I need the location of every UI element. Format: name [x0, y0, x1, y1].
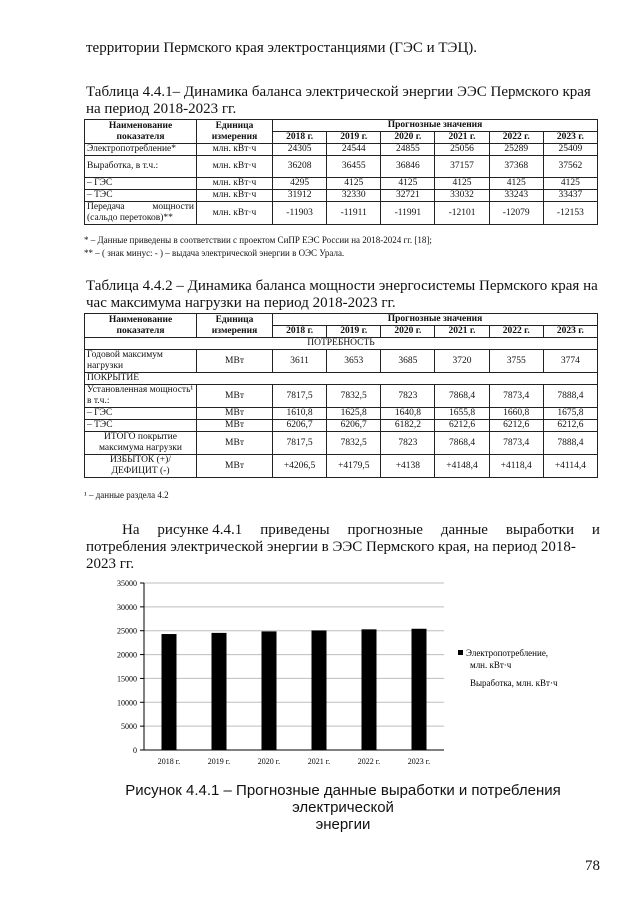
table-cell: 6212,6: [435, 420, 489, 432]
figure-caption: [86, 782, 600, 833]
table-cell: млн. кВт·ч: [197, 178, 273, 190]
table-row: [85, 178, 598, 190]
table-row: [85, 350, 598, 373]
table-cell: 6212,6: [489, 420, 543, 432]
table-cell: 7868,4: [435, 432, 489, 455]
para-word: выработки: [505, 522, 574, 538]
table-cell: МВт: [197, 420, 273, 432]
table2-header-unit: Единица измерения: [197, 314, 273, 338]
table-cell: – ТЭС: [85, 420, 197, 432]
table-cell: Электропотребление*: [85, 144, 197, 156]
table-cell: 4125: [381, 178, 435, 190]
para-word: рисунке 4.4.1: [157, 522, 243, 538]
para-word: и: [591, 522, 600, 538]
table2-year: 2020 г.: [381, 326, 435, 338]
table1-header-forecast: Прогнозные значения: [273, 120, 598, 132]
table-cell: 1625,8: [327, 408, 381, 420]
table-cell: млн. кВт·ч: [197, 156, 273, 178]
legend-label: Электропотребление,: [466, 648, 549, 658]
table-row: [85, 144, 598, 156]
table-cell: 4125: [489, 178, 543, 190]
table-cell: 7832,5: [327, 385, 381, 408]
legend-swatch-consumption: [458, 650, 463, 655]
table2-year: 2022 г.: [489, 326, 543, 338]
table-cell: – ТЭС: [85, 190, 197, 202]
table-cell: 6212,6: [543, 420, 597, 432]
table-cell: -11991: [381, 202, 435, 225]
table-cell: 6206,7: [327, 420, 381, 432]
table-cell: 7817,5: [273, 385, 327, 408]
table-row: [85, 432, 598, 455]
table1-year: 2019 г.: [327, 132, 381, 144]
table-cell: 36455: [327, 156, 381, 178]
table-cell: млн. кВт·ч: [197, 144, 273, 156]
table-cell: – ГЭС: [85, 178, 197, 190]
para-word: приведены: [260, 522, 330, 538]
table2-header-forecast: Прогнозные значения: [273, 314, 598, 326]
table-cell: 3653: [327, 350, 381, 373]
table-cell: 25289: [489, 144, 543, 156]
table2-section-need: ПОТРЕБНОСТЬ: [85, 338, 598, 350]
table-cell: 24855: [381, 144, 435, 156]
table-row: [85, 455, 598, 478]
y-axis-ticks: [117, 579, 144, 755]
bar: [412, 629, 427, 750]
table-cell: 31912: [273, 190, 327, 202]
table-cell: 24544: [327, 144, 381, 156]
body-paragraph: [86, 522, 600, 573]
table-cell: 3720: [435, 350, 489, 373]
para-word: На: [122, 522, 140, 538]
table-row: [85, 156, 598, 178]
table-cell: 1640,8: [381, 408, 435, 420]
table-cell: 32721: [381, 190, 435, 202]
y-tick-label: 25000: [117, 626, 137, 636]
page-number: 78: [585, 858, 600, 874]
table-cell: 3774: [543, 350, 597, 373]
table-cell: -12079: [489, 202, 543, 225]
table-cell: 6182,2: [381, 420, 435, 432]
bar: [212, 633, 227, 750]
table-row: [85, 385, 598, 408]
table-row: [85, 408, 598, 420]
bar: [162, 634, 177, 750]
table-cell: 4295: [273, 178, 327, 190]
bar: [312, 630, 327, 750]
y-tick-label: 5000: [121, 722, 137, 732]
table-cell: Годовой максимум нагрузки: [85, 350, 197, 373]
table-cell: 7823: [381, 432, 435, 455]
table2-caption: Таблица 4.4.2 – Динамика баланса мощности энергосистемы Пермского края на час максимума нагрузки на период 2018-2023 гг.: [86, 278, 598, 311]
table-cell: 1610,8: [273, 408, 327, 420]
table-cell: млн. кВт·ч: [197, 190, 273, 202]
table-cell: 4125: [327, 178, 381, 190]
table1-year: 2021 г.: [435, 132, 489, 144]
cell-word: мощности: [152, 202, 194, 212]
chart-bars: [162, 629, 427, 750]
table-cell: млн. кВт·ч: [197, 202, 273, 225]
table-cell: МВт: [197, 408, 273, 420]
table-cell: – ГЭС: [85, 408, 197, 420]
table-cell: 7888,4: [543, 432, 597, 455]
table-cell: -12101: [435, 202, 489, 225]
table-cell: -11911: [327, 202, 381, 225]
table-cell: 7868,4: [435, 385, 489, 408]
table-cell: МВт: [197, 455, 273, 478]
table-cell: Выработка, в т.ч.:: [85, 156, 197, 178]
x-tick-label: 2022 г.: [357, 757, 381, 766]
table-cell: 1660,8: [489, 408, 543, 420]
y-tick-label: 0: [133, 746, 137, 755]
table-cell: ИТОГО покрытие максимума нагрузки: [85, 432, 197, 455]
para-line: 2023 гг.: [86, 556, 135, 572]
legend-label: млн. кВт·ч: [470, 660, 512, 670]
legend-label: Выработка, млн. кВт·ч: [470, 678, 558, 688]
cell-line: (сальдо перетоков)**: [87, 213, 173, 223]
y-tick-label: 20000: [117, 650, 137, 660]
table-cell: 4125: [435, 178, 489, 190]
table-cell: 33032: [435, 190, 489, 202]
table-row: [85, 202, 598, 225]
table1-caption: Таблица 4.4.1– Динамика баланса электрической энергии ЭЭС Пермского края на период 2018-2023 гг.: [86, 84, 591, 117]
table-cell: 37562: [543, 156, 597, 178]
table-cell: +4138: [381, 455, 435, 478]
chart-legend: [458, 648, 558, 688]
table1: [84, 119, 598, 225]
table1-year: 2020 г.: [381, 132, 435, 144]
y-tick-label: 30000: [117, 602, 137, 612]
table1-footnote: * – Данные приведены в соответствии с проектом СиПР ЕЭС России на 2018-2024 гг. [18];: [84, 235, 432, 245]
table-cell: МВт: [197, 385, 273, 408]
table2-section-cover: ПОКРЫТИЕ: [85, 373, 598, 385]
table-cell: 1655,8: [435, 408, 489, 420]
table-cell: МВт: [197, 350, 273, 373]
table-cell: 7873,4: [489, 432, 543, 455]
table2-year: 2019 г.: [327, 326, 381, 338]
table2-year: 2023 г.: [543, 326, 597, 338]
bar-chart: [94, 574, 610, 774]
table-cell: 7817,5: [273, 432, 327, 455]
table-cell: 25056: [435, 144, 489, 156]
table-cell: +4118,4: [489, 455, 543, 478]
figure-caption-line: Рисунок 4.4.1 – Прогнозные данные выработки и потребления электрической: [125, 782, 561, 816]
para-word: прогнозные: [347, 522, 423, 538]
table2-year: 2021 г.: [435, 326, 489, 338]
table-cell: 3611: [273, 350, 327, 373]
table-cell: 36208: [273, 156, 327, 178]
x-tick-label: 2021 г.: [307, 757, 331, 766]
table-cell: 37157: [435, 156, 489, 178]
table-cell: 3755: [489, 350, 543, 373]
table-cell: ИЗБЫТОК (+)/ ДЕФИЦИТ (-): [85, 455, 197, 478]
table2-year: 2018 г.: [273, 326, 327, 338]
table1-header-name: Наименование показателя: [85, 120, 197, 144]
table-cell: +4114,4: [543, 455, 597, 478]
y-tick-label: 10000: [117, 698, 137, 708]
table-cell: -11903: [273, 202, 327, 225]
table-cell: +4206,5: [273, 455, 327, 478]
x-tick-label: 2023 г.: [407, 757, 431, 766]
table-cell: 33437: [543, 190, 597, 202]
table-cell: 4125: [543, 178, 597, 190]
table-cell: 7823: [381, 385, 435, 408]
y-tick-label: 15000: [117, 674, 137, 684]
table-cell: 24305: [273, 144, 327, 156]
table1-year: 2022 г.: [489, 132, 543, 144]
para-word: данные: [440, 522, 488, 538]
bar: [362, 629, 377, 750]
para-line: потребления электрической энергии в ЭЭС Пермского края, на период 2018-: [86, 539, 576, 555]
table-cell: +4148,4: [435, 455, 489, 478]
x-tick-label: 2018 г.: [157, 757, 181, 766]
table-cell: +4179,5: [327, 455, 381, 478]
table-cell: МВт: [197, 432, 273, 455]
table-cell: 7832,5: [327, 432, 381, 455]
table-cell: 1675,8: [543, 408, 597, 420]
table-cell: 36846: [381, 156, 435, 178]
x-axis-ticks: [144, 750, 444, 766]
bar: [262, 631, 277, 750]
table-cell: 32330: [327, 190, 381, 202]
table2-header-name: Наименование показателя: [85, 314, 197, 338]
table2-footnote: ¹ – данные раздела 4.2: [84, 490, 169, 500]
y-tick-label: 35000: [117, 579, 137, 588]
table-row: [85, 190, 598, 202]
table1-year: 2023 г.: [543, 132, 597, 144]
table-cell: 3685: [381, 350, 435, 373]
table-cell: 7873,4: [489, 385, 543, 408]
table-cell: 6206,7: [273, 420, 327, 432]
cell-word: Передача: [87, 202, 125, 212]
table-row: [85, 420, 598, 432]
x-tick-label: 2019 г.: [207, 757, 231, 766]
table-cell: -12153: [543, 202, 597, 225]
table-cell: 25409: [543, 144, 597, 156]
table-cell: Установленная мощность¹ в т.ч.:: [85, 385, 197, 408]
chart-grid: [144, 583, 444, 726]
table1-footnote: ** – ( знак минус: - ) – выдача электрической энергии в ОЭС Урала.: [84, 248, 345, 258]
table1-year: 2018 г.: [273, 132, 327, 144]
table-cell: 37368: [489, 156, 543, 178]
table1-header-unit: Единица измерения: [197, 120, 273, 144]
figure-caption-line: энергии: [315, 816, 371, 833]
table-cell: 7888,4: [543, 385, 597, 408]
x-tick-label: 2020 г.: [257, 757, 281, 766]
table-cell: 33243: [489, 190, 543, 202]
table2: [84, 313, 598, 478]
table-cell: [85, 202, 197, 225]
intro-line: территории Пермского края электростанциями (ГЭС и ТЭЦ).: [86, 40, 478, 56]
